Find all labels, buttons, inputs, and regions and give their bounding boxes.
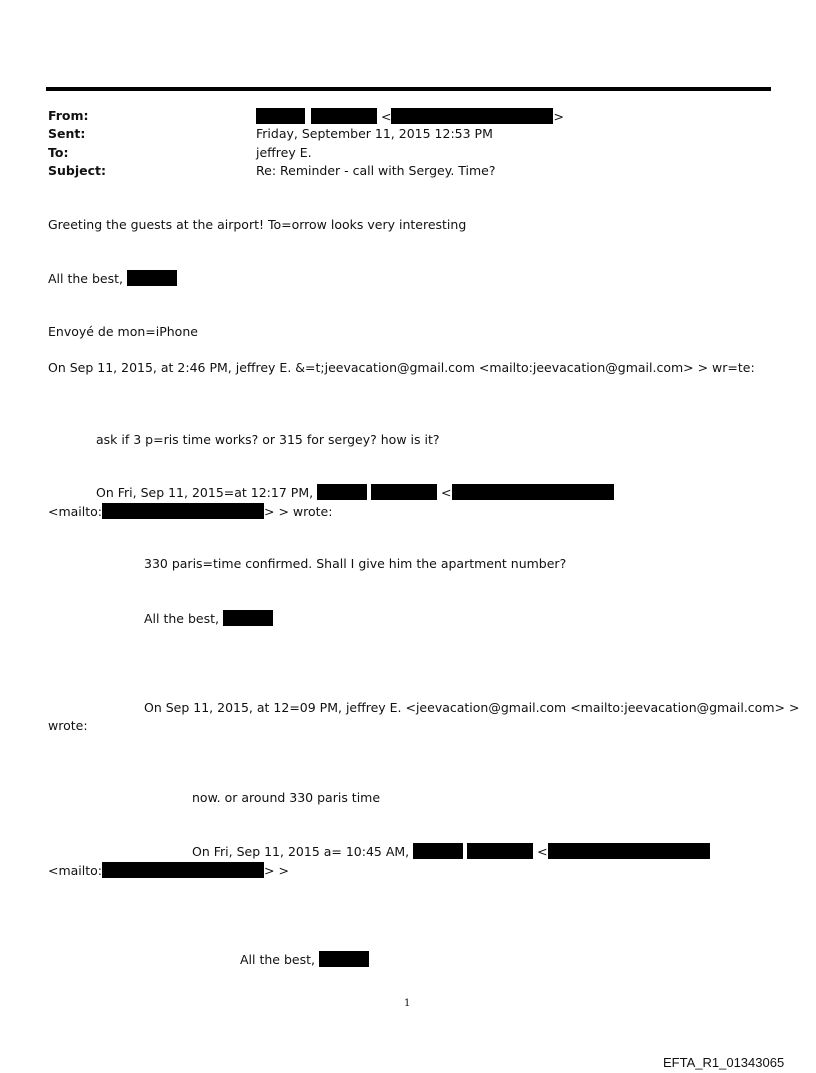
quote-line: 330 paris=time confirmed. Shall I give him the apartment number? [144, 556, 567, 571]
body-line: Greeting the guests at the airport! To=orrow looks very interesting [48, 217, 467, 232]
to-label: To: [48, 145, 69, 160]
redaction-block [223, 610, 273, 626]
subject-label: Subject: [48, 163, 106, 178]
mailto-text: <mailto: [48, 863, 103, 878]
quote-header: On Sep 11, 2015, at 2:46 PM, jeffrey E. &=t;jeevacation@gmail.com <mailto:jeevacation@gmail.com> > wr=te: [48, 360, 755, 375]
redaction-block [391, 108, 553, 124]
body-line: Envoyé de mon=iPhone [48, 324, 198, 339]
quote-header-text: On Fri, Sep 11, 2015 a= 10:45 AM, [192, 844, 410, 859]
page-number: 1 [404, 998, 411, 1009]
sent-value: Friday, September 11, 2015 12:53 PM [256, 126, 493, 141]
quote-header: On Sep 11, 2015, at 12=09 PM, jeffrey E. <jeevacation@gmail.com <mailto:jeevacation@gmail.com> > [144, 700, 800, 715]
redaction-block [319, 951, 369, 967]
mailto-close: > > [264, 863, 289, 878]
quote-line: ask if 3 p=ris time works? or 315 for sergey? how is it? [96, 432, 440, 447]
signoff [240, 951, 369, 968]
signoff [144, 610, 273, 627]
redaction-block [548, 843, 710, 859]
from-lt: < [380, 109, 392, 124]
redaction-block [311, 108, 377, 124]
quote-header [192, 843, 710, 860]
redaction-block [102, 862, 264, 878]
wrote-text: > > wrote: [264, 504, 333, 519]
quote-lt: < [537, 844, 548, 859]
quote-mailto [48, 503, 332, 520]
to-value: jeffrey E. [256, 145, 312, 160]
subject-value: Re: Reminder - call with Sergey. Time? [256, 163, 496, 178]
redaction-block [102, 503, 264, 519]
redaction-block [256, 108, 305, 124]
signoff-text: All the best, [240, 952, 315, 967]
redaction-block [413, 843, 463, 859]
sent-label: Sent: [48, 126, 86, 141]
signoff-text: All the best, [144, 611, 219, 626]
redaction-block [371, 484, 437, 500]
redaction-block [452, 484, 614, 500]
signoff [48, 270, 177, 287]
from-gt: > [553, 109, 564, 124]
redaction-block [127, 270, 177, 286]
header-rule [46, 87, 771, 91]
from-label: From: [48, 108, 89, 123]
redaction-block [317, 484, 367, 500]
quote-header-wrap: wrote: [48, 718, 88, 733]
signoff-text: All the best, [48, 271, 123, 286]
mailto-text: <mailto: [48, 504, 103, 519]
quote-mailto [48, 862, 289, 879]
document-id: EFTA_R1_01343065 [663, 1055, 785, 1070]
redaction-block [467, 843, 533, 859]
quote-header [96, 484, 614, 501]
quote-header-text: On Fri, Sep 11, 2015=at 12:17 PM, [96, 485, 314, 500]
quote-lt: < [441, 485, 452, 500]
quote-line: now. or around 330 paris time [192, 790, 381, 805]
from-value [256, 108, 564, 125]
